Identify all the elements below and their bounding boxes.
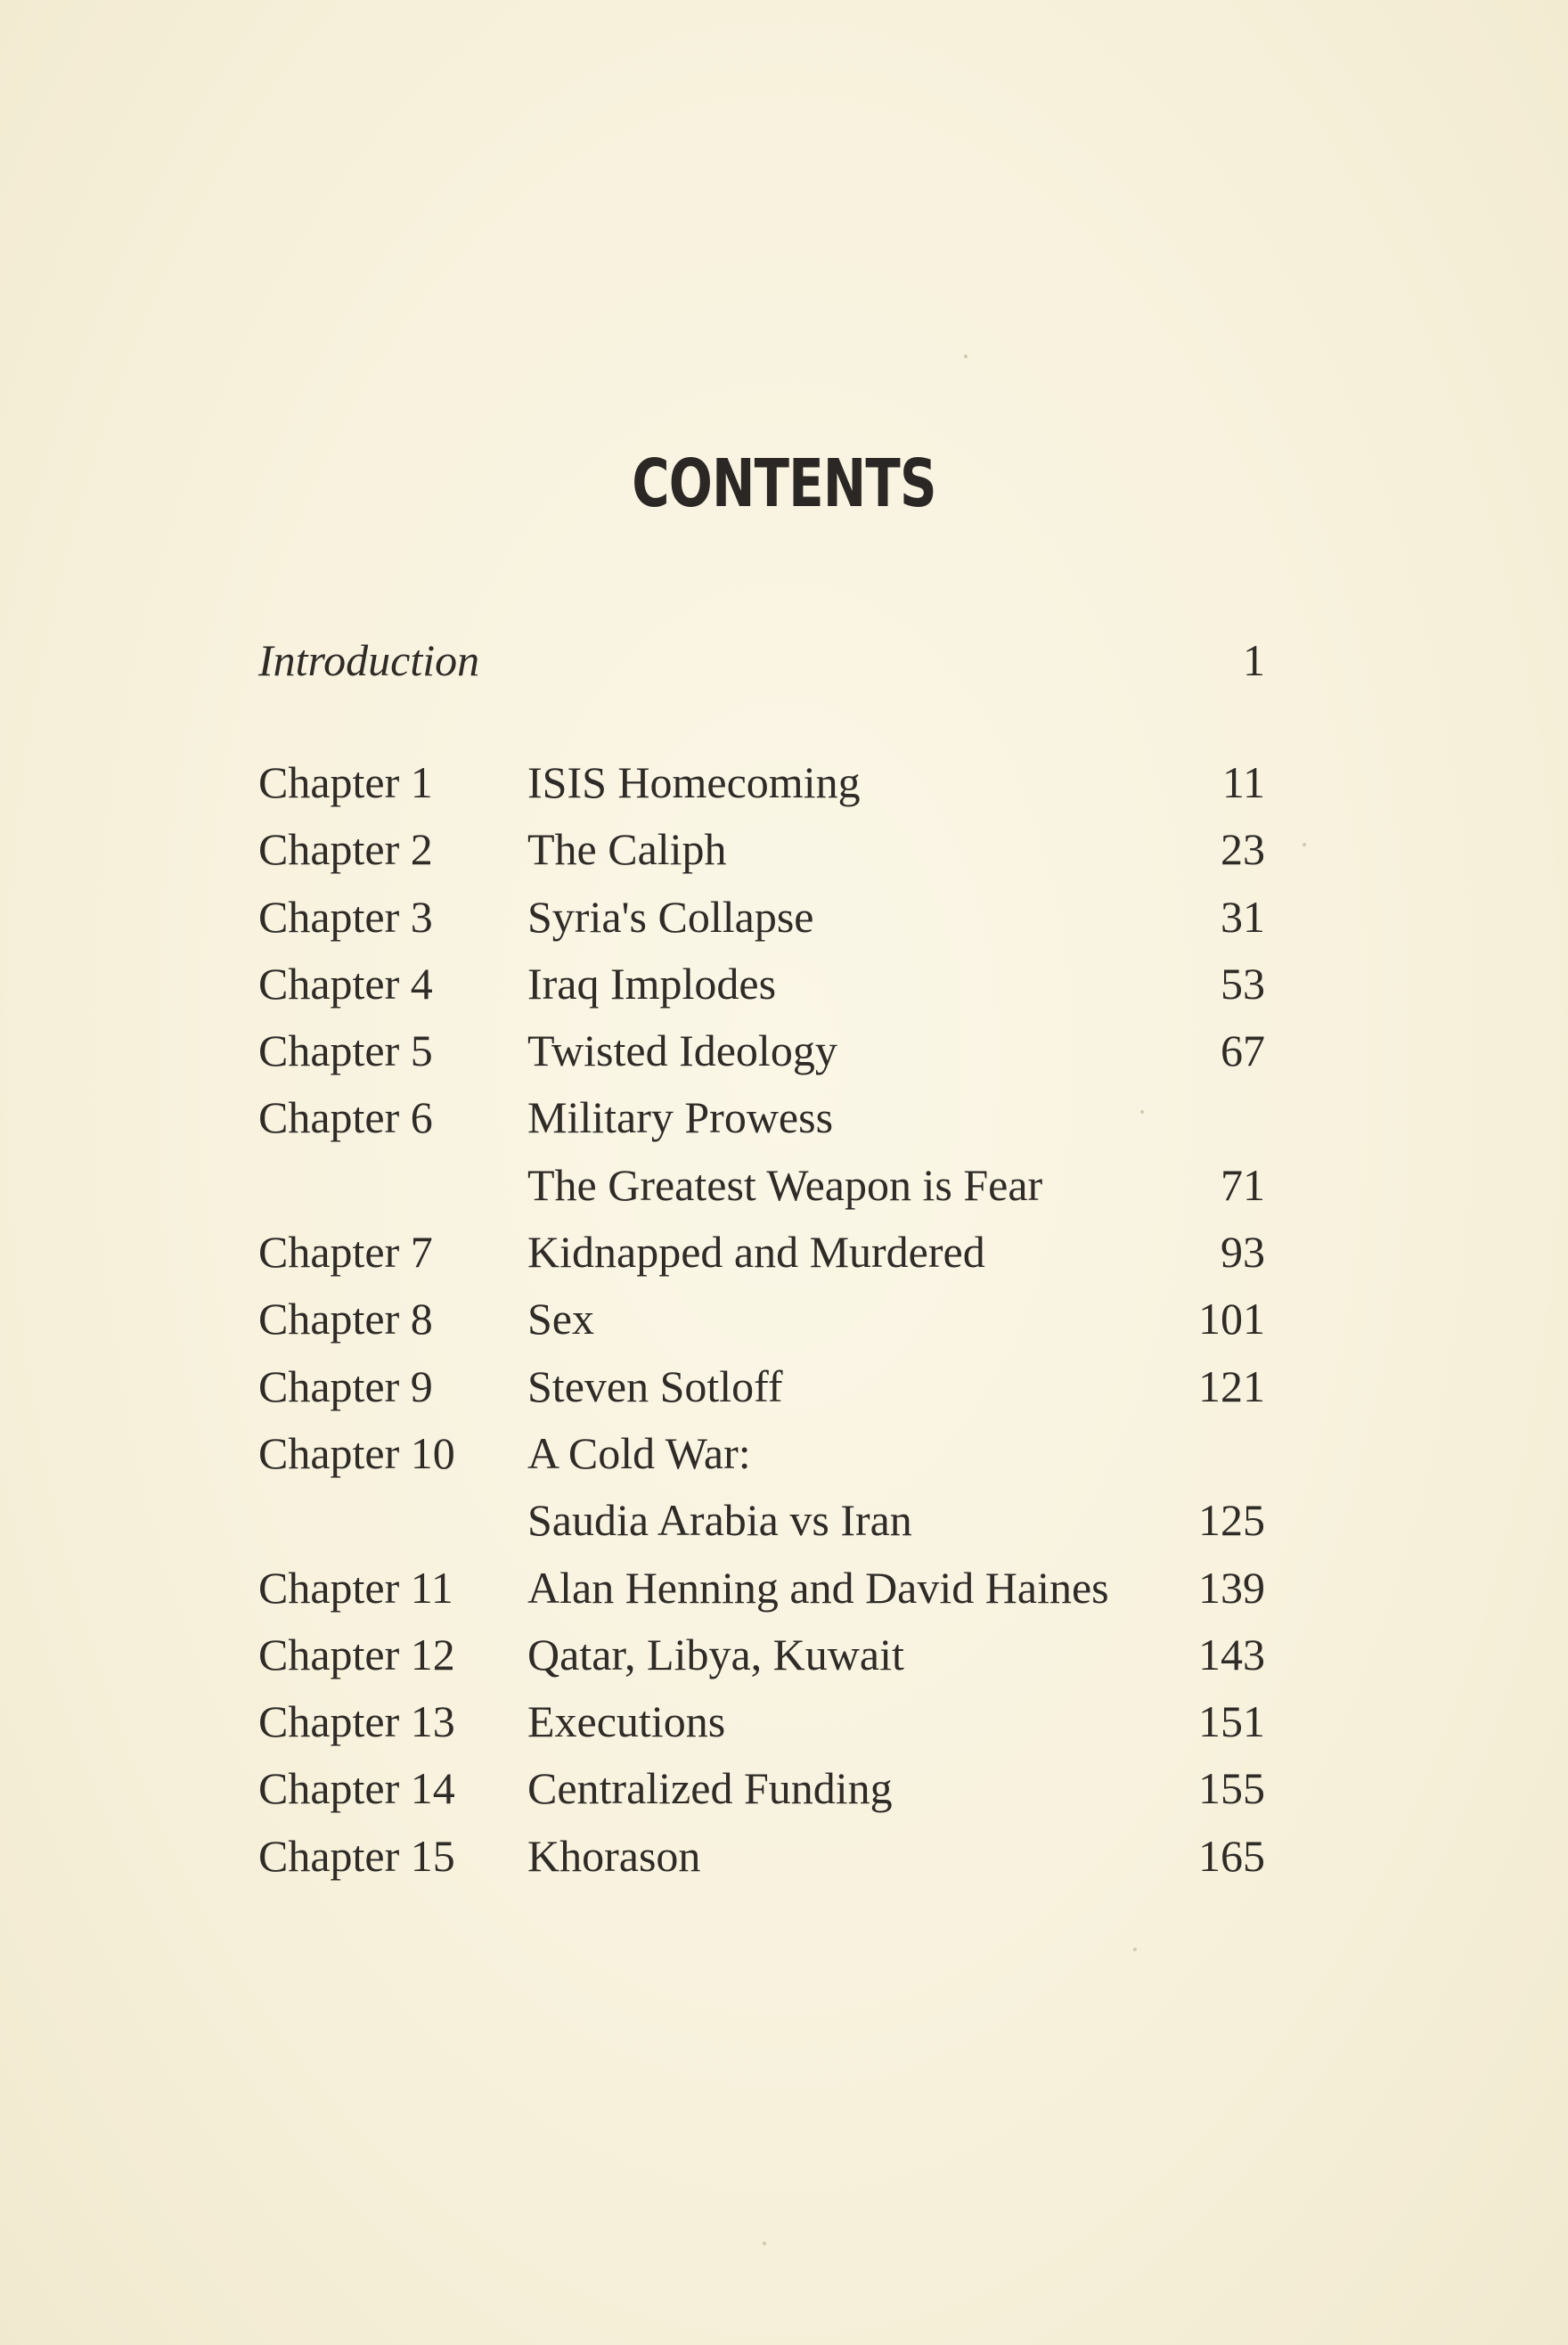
chapter-page-number: 23: [1221, 824, 1265, 875]
toc-row-continuation[interactable]: [258, 1493, 1265, 1560]
paper-speck: [1133, 1948, 1137, 1951]
toc-row[interactable]: [258, 756, 1265, 822]
toc-row[interactable]: [258, 1091, 1265, 1157]
chapter-title: Sex: [527, 1294, 594, 1344]
chapter-page-number: 31: [1221, 891, 1265, 942]
toc-row[interactable]: [258, 1426, 1265, 1493]
chapter-title: Kidnapped and Murdered: [527, 1227, 985, 1278]
chapter-label: Chapter 1: [258, 757, 433, 807]
toc-row[interactable]: [258, 822, 1265, 889]
chapter-label: Chapter 13: [258, 1696, 455, 1747]
chapter-label: Chapter 2: [258, 824, 433, 875]
chapter-page-number: 53: [1221, 958, 1265, 1009]
toc-row[interactable]: [258, 1292, 1265, 1359]
chapter-title: A Cold War:: [527, 1427, 751, 1478]
paper-speck: [1303, 843, 1306, 846]
chapter-title: Centralized Funding: [527, 1763, 893, 1814]
paper-speck: [964, 355, 968, 358]
chapter-page-number: 71: [1221, 1159, 1265, 1210]
toc-row[interactable]: [258, 1561, 1265, 1628]
chapter-title: Khorason: [527, 1830, 701, 1881]
toc-row[interactable]: [258, 1024, 1265, 1091]
toc-row[interactable]: [258, 890, 1265, 957]
chapter-label: Chapter 12: [258, 1629, 455, 1679]
chapter-page-number: 125: [1198, 1495, 1265, 1546]
chapter-label: Chapter 10: [258, 1427, 455, 1478]
chapter-label: Chapter 4: [258, 958, 433, 1009]
chapter-title: Steven Sotloff: [527, 1360, 783, 1411]
toc-row[interactable]: [258, 1628, 1265, 1695]
chapter-title: Syria's Collapse: [527, 891, 814, 942]
chapter-label: Chapter 6: [258, 1092, 433, 1143]
chapter-label: Chapter 15: [258, 1830, 455, 1881]
chapter-title: The Greatest Weapon is Fear: [527, 1159, 1043, 1210]
paper-speck: [763, 2242, 766, 2245]
chapter-page-number: 143: [1198, 1629, 1265, 1679]
toc-row[interactable]: [258, 1829, 1265, 1896]
contents-heading: CONTENTS: [632, 445, 936, 522]
chapter-page-number: 67: [1221, 1025, 1265, 1076]
chapter-label: Chapter 14: [258, 1763, 455, 1814]
introduction-label: Introduction: [258, 635, 480, 685]
chapter-label: Chapter 11: [258, 1562, 453, 1613]
chapter-title: The Caliph: [527, 824, 727, 875]
chapter-title: Iraq Implodes: [527, 958, 777, 1009]
chapter-page-number: 121: [1198, 1360, 1265, 1411]
introduction-page-number: 1: [1243, 635, 1265, 685]
chapter-page-number: 139: [1198, 1562, 1265, 1613]
chapter-page-number: 93: [1221, 1227, 1265, 1278]
toc-row[interactable]: [258, 1695, 1265, 1761]
chapter-page-number: 101: [1198, 1294, 1265, 1344]
chapter-title: Qatar, Libya, Kuwait: [527, 1629, 904, 1679]
chapter-title: Saudia Arabia vs Iran: [527, 1495, 912, 1546]
chapter-page-number: 155: [1198, 1763, 1265, 1814]
chapter-label: Chapter 7: [258, 1227, 433, 1278]
chapter-page-number: 11: [1221, 757, 1265, 807]
chapter-page-number: 165: [1198, 1830, 1265, 1881]
chapter-page-number: 151: [1198, 1696, 1265, 1747]
introduction-entry[interactable]: [258, 634, 1265, 697]
chapter-title: Alan Henning and David Haines: [527, 1562, 1109, 1613]
toc-row[interactable]: [258, 1225, 1265, 1292]
chapter-title: Executions: [527, 1696, 726, 1747]
chapter-label: Chapter 5: [258, 1025, 433, 1076]
toc-row[interactable]: [258, 1360, 1265, 1426]
chapter-label: Chapter 3: [258, 891, 433, 942]
chapter-title: ISIS Homecoming: [527, 757, 861, 807]
chapter-title: Twisted Ideology: [527, 1025, 837, 1076]
toc-row[interactable]: [258, 957, 1265, 1024]
toc-row[interactable]: [258, 1761, 1265, 1828]
chapter-title: Military Prowess: [527, 1092, 834, 1143]
toc-row-continuation[interactable]: [258, 1158, 1265, 1225]
table-of-contents: [258, 756, 1265, 1896]
chapter-label: Chapter 9: [258, 1360, 433, 1411]
chapter-label: Chapter 8: [258, 1294, 433, 1344]
